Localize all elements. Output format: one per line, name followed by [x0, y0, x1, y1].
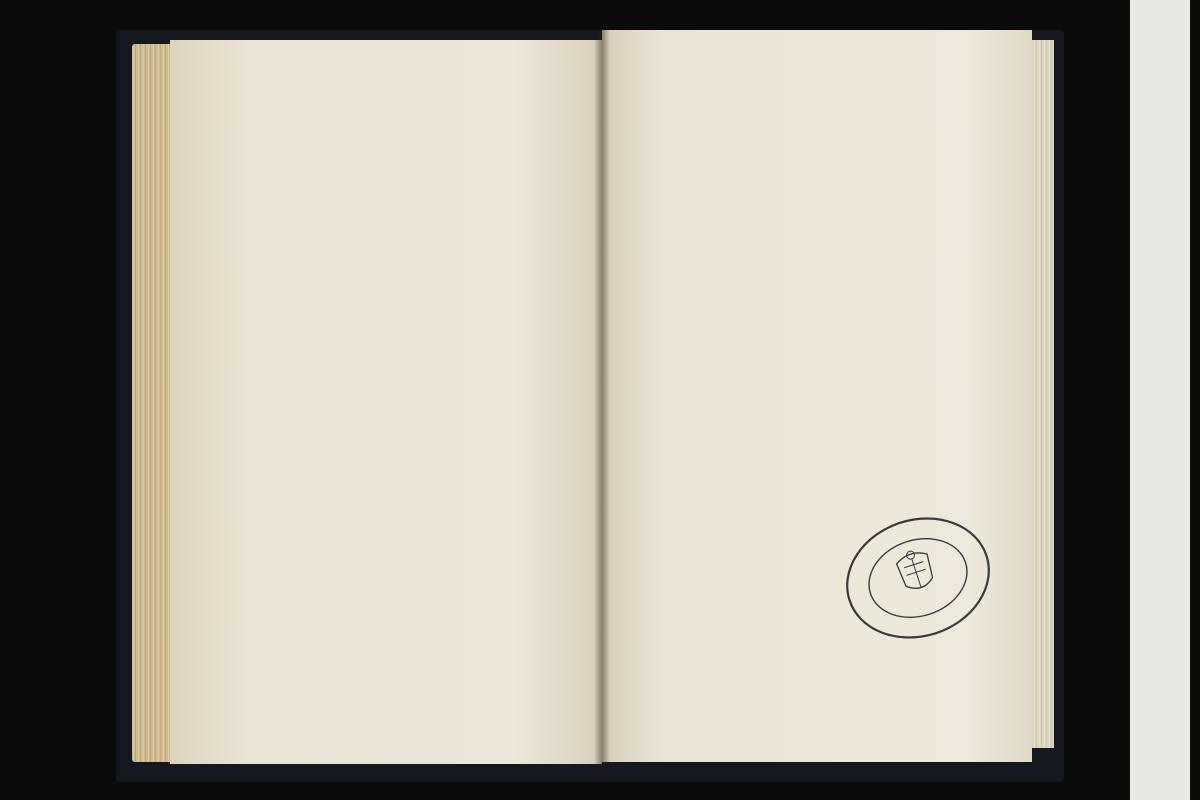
- library-stamp: [838, 508, 998, 648]
- print-permission: [642, 468, 972, 474]
- left-page: [170, 40, 602, 764]
- book-gutter: [594, 30, 610, 770]
- measurement-ruler: [1130, 0, 1190, 800]
- right-page: [602, 30, 1032, 762]
